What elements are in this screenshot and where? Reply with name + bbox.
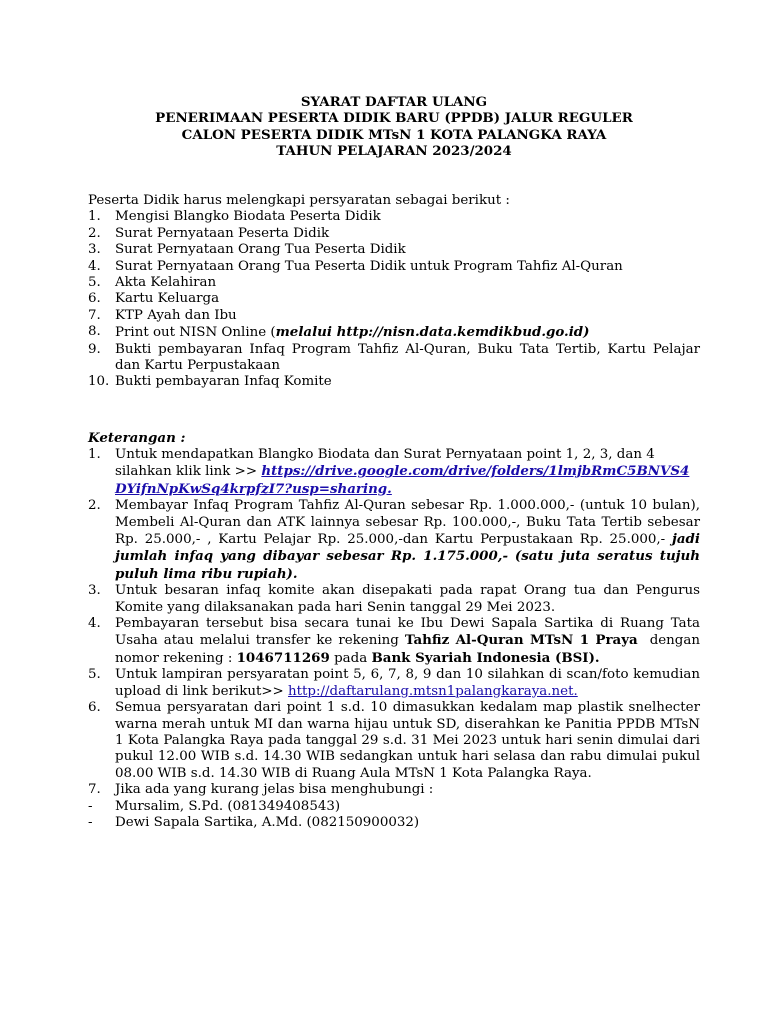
item-number: 1. — [88, 209, 101, 225]
item-number: 10. — [88, 374, 110, 390]
keterangan-item — [88, 583, 700, 616]
document-title — [80, 94, 708, 160]
item-text: Surat Pernyataan Orang Tua Peserta Didik untuk Program Tahfiz Al-Quran — [115, 258, 623, 274]
item-number: 9. — [88, 341, 101, 357]
item-number: 3. — [88, 242, 101, 258]
contact-item — [88, 799, 700, 815]
requirement-item — [88, 226, 700, 242]
item-text: Untuk besaran infaq komite akan disepakati pada rapat Orang tua dan Pengurus Komite yang dilaksanakan pada hari Senin tanggal 29 Mei 2023. — [115, 583, 700, 615]
item-number: 3. — [88, 583, 101, 599]
item-text — [115, 447, 700, 498]
item-number: 2. — [88, 225, 101, 241]
keterangan-item — [88, 700, 700, 782]
requirement-item — [88, 259, 700, 275]
requirement-item — [88, 209, 700, 225]
contact-item — [88, 815, 700, 831]
keterangan-item — [88, 498, 700, 583]
item-number: 8. — [88, 324, 101, 340]
item-number: 2. — [88, 498, 101, 514]
bank-name: Bank Syariah Indonesia (BSI). — [371, 649, 600, 666]
keterangan-item — [88, 667, 700, 700]
title-line-2: PENERIMAAN PESERTA DIDIK BARU (PPDB) JALUR REGULER — [155, 110, 633, 127]
account-number: 1046711269 — [236, 649, 330, 666]
item-number: 7. — [88, 782, 101, 798]
item-text-plain: Print out NISN Online ( — [115, 325, 276, 341]
intro-text: Peserta Didik harus melengkapi persyaratan sebagai berikut : — [88, 193, 510, 208]
title-line-3: CALON PESERTA DIDIK MTsN 1 KOTA PALANGKA RAYA — [181, 126, 607, 143]
contact-text: Dewi Sapala Sartika, A.Md. (082150900032) — [115, 814, 420, 830]
item-text: Bukti pembayaran Infaq Program Tahfiz Al-Quran, Buku Tata Tertib, Kartu Pelajar dan Kartu Perpustakaan — [115, 341, 700, 374]
item-text-plain: dengan nomor rekening : — [115, 633, 700, 666]
item-text: Mengisi Blangko Biodata Peserta Didik — [115, 209, 381, 225]
item-text: Surat Pernyataan Peserta Didik — [115, 225, 330, 241]
item-text-plain: Membayar Infaq Program Tahfiz Al-Quran sebesar Rp. 1.000.000,- (untuk 10 bulan), Membeli Al-Quran dan ATK lainnya sebesar Rp. 100.000,-, Buku Tata Tertib sebesar Rp. 25.000,- , Kartu Pelajar Rp. 25.000,-dan Kartu Perpustakaan Rp. 25.000,- — [115, 498, 700, 548]
item-text-plain: Untuk mendapatkan Blangko Biodata dan Surat Pernyataan point 1, 2, 3, dan 4 silahkan klik link >> — [115, 447, 655, 480]
title-line-4: TAHUN PELAJARAN 2023/2024 — [276, 143, 512, 160]
item-number: 6. — [88, 700, 101, 716]
item-text — [115, 667, 700, 700]
requirement-item — [88, 275, 700, 291]
item-text-plain: Pembayaran tersebut bisa secara tunai ke Ibu Dewi Sapala Sartika di Ruang Tata Usaha atau melalui transfer ke rekening — [115, 616, 700, 649]
keterangan-heading: Keterangan : — [88, 430, 186, 446]
item-number: 5. — [88, 275, 101, 291]
item-text: Bukti pembayaran Infaq Komite — [115, 374, 332, 390]
upload-link[interactable]: http://daftarulang.mtsn1palangkaraya.net. — [288, 683, 578, 699]
item-text: Akta Kelahiran — [115, 275, 217, 291]
item-number: 1. — [88, 447, 101, 462]
total-infaq-text: jadi jumlah infaq yang dibayar sebesar Rp. 1.175.000,- — [115, 531, 700, 565]
google-drive-link[interactable]: https://drive.google.com/drive/folders/1lmjbRmC5BNVS4DYifnNpKwSq4krpfzI7?usp=sharing. — [115, 463, 690, 497]
item-number: 6. — [88, 291, 101, 307]
keterangan-section — [88, 447, 700, 831]
keterangan-item — [88, 616, 700, 667]
item-number: 4. — [88, 258, 101, 274]
requirement-item — [88, 308, 700, 324]
item-text: Jika ada yang kurang jelas bisa menghubungi : — [115, 782, 434, 798]
contact-text: Mursalim, S.Pd. (081349408543) — [115, 798, 341, 814]
item-text-plain: pada — [334, 650, 368, 666]
requirement-item — [88, 242, 700, 258]
item-text: KTP Ayah dan Ibu — [115, 307, 237, 323]
dash-bullet: - — [88, 798, 93, 814]
dash-bullet: - — [88, 814, 93, 830]
requirement-item — [88, 374, 700, 390]
item-text: Semua persyaratan dari point 1 s.d. 10 dimasukkan kedalam map plastik snelhecter warna merah untuk MI dan warna hijau untuk SD, diserahkan ke Panitia PPDB MTsN 1 Kota Palangka Raya pada tanggal 29 s.d. 31 Mei 2023 untuk hari senin dimulai dari pukul 12.00 WIB s.d. 14.30 WIB sedangkan untuk hari selasa dan rabu dimulai pukul 08.00 WIB s.d. 14.30 WIB di Ruang Aula MTsN 1 Kota Palangka Raya. — [115, 700, 700, 781]
item-text — [115, 616, 700, 667]
item-text-plain: Untuk lampiran persyaratan point 5, 6, 7, 8, 9 dan 10 silahkan di scan/foto kemudian upload di link berikut>> — [115, 667, 700, 699]
total-infaq-words: (satu juta seratus tujuh puluh lima ribu rupiah). — [115, 548, 700, 582]
account-name: Tahfiz Al-Quran MTsN 1 Praya — [404, 632, 638, 649]
requirements-section — [88, 193, 700, 391]
keterangan-item — [88, 447, 700, 498]
item-text: Surat Pernyataan Orang Tua Peserta Didik — [115, 242, 406, 258]
item-number: 4. — [88, 616, 101, 632]
nisn-url-text: melalui http://nisn.data.kemdikbud.go.id) — [275, 324, 590, 341]
item-text: Kartu Keluarga — [115, 291, 220, 307]
requirement-item — [88, 342, 700, 375]
item-text — [115, 498, 700, 583]
requirement-item — [88, 324, 700, 341]
title-line-1: SYARAT DAFTAR ULANG — [300, 94, 488, 110]
keterangan-item — [88, 782, 700, 798]
item-number: 5. — [88, 667, 101, 683]
requirement-item — [88, 291, 700, 307]
item-number: 7. — [88, 307, 101, 323]
item-text — [115, 324, 700, 341]
